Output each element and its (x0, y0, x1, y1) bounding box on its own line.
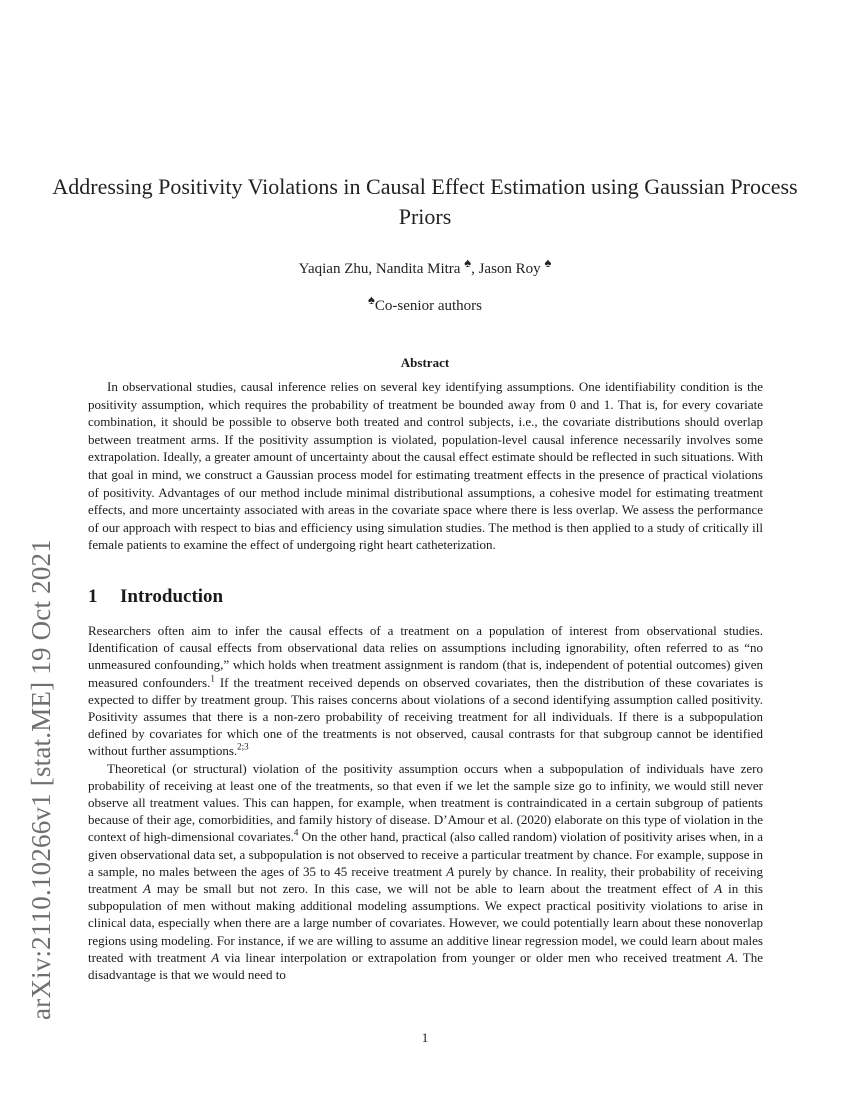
author-name: Yaqian Zhu (298, 261, 369, 277)
arxiv-stamp-text: arXiv:2110.10266v1 [stat.ME] 19 Oct 2021 (26, 539, 56, 1020)
math-variable: A (143, 881, 151, 897)
section-number: 1 (88, 586, 98, 607)
co-senior-note (0, 292, 850, 315)
abstract-heading: Abstract (400, 355, 450, 370)
author-name: Jason Roy (478, 261, 541, 277)
math-variable: A (211, 949, 220, 965)
author-list: Yaqian Zhu, Nandita Mitra ♠, Jason Roy ♠ (298, 255, 552, 277)
paragraph: Researchers often aim to infer the causal effects of a treatment on a population of interest from observational studies. Identification of causal effects from observational data relies on assumptions including ignorability, often referred to as “no unmeasured confounding,” which holds when treatment assignment is random (that is, independent of potential outcomes) given measured confounders.$^1$ If the treatment received depends on observed covariates, then the distribution of these covariates is expected to differ by treatment group. This raises concerns about violations of a second identifying assumption called positivity. Positivity assumes that there is a non-zero probability of receiving treatment for all individuals. If there is a subpopulation defined by covariates for which one of the treatments is not observed, causal contrasts for that subgroup cannot be identified without further assumptions.$^{2;3}$ (88, 623, 763, 759)
paragraph: Theoretical (or structural) violation of the positivity assumption occurs when a subpopulation of individuals have zero probability of receiving at least one of the treatments, so that even if we let the sample size go to infinity, we would still never observe all treatment values. This can happen, for example, when treatment is contraindicated in a certain subgroup of patients because of their age, comorbidities, and family history of disease. D’Amour et al. (2020) elaborate on this type of violation in the context of high-dimensional covariates.$^4$ On the other hand, practical (also called random) violation of positivity arises when, in a given observational data set, a subpopulation is not observed to receive a particular treatment by chance. For example, suppose in a sample, no males between the ages of 35 to 45 receive treatment A purely by chance. In reality, their probability of receiving treatment A may be small but not zero. In this case, we will not be able to learn about the treatment effect of A in this subpopulation of men without making additional modeling assumptions. We expect practical positivity violations to arise in clinical data, especially when there are a large number of covariates. However, we could potentially learn about these nonoverlap regions using modeling. For instance, if we are willing to assume an additive linear regression model, we could learn about males treated with treatment A via linear interpolation or extrapolation from younger or older men who received treatment A. The disadvantage is that we would need to (88, 760, 764, 983)
abstract-text: In observational studies, causal inference relies on several key identifying assumptions. One identifiability condition is the positivity assumption, which requires the probability of treatment be bounded away from 0 and 1. That is, for every covariate combination, it should be possible to observe both treated and control subjects, i.e., the covariate distributions should overlap between treatment arms. If the positivity assumption is violated, population-level causal inference necessarily involves some extrapolation. Ideally, a greater amount of uncertainty about the causal effect estimate should be reflected in such situations. With that goal in mind, we construct a Gaussian process model for estimating treatment effects in the presence of practical violations of positivity. Advantages of our method include minimal distributional assumptions, a cohesive model for estimating treatment effects, and more uncertainty associated with areas in the covariate space where there is less overlap. We assess the performance of our approach with respect to bias and efficiency using simulation studies. The method is then applied to a study of critically ill female patients to examine the effect of undergoing right heart catheterization. (88, 379, 763, 553)
author-name: Nandita Mitra (375, 261, 461, 277)
citation-ref: 4 (293, 828, 299, 839)
citation-ref: 2;3 (237, 742, 249, 753)
section-title: Introduction (120, 586, 224, 607)
paper-title: Addressing Positivity Violations in Causal Effect Estimation using Gaussian Process Priors (52, 174, 798, 229)
math-variable: A (714, 881, 723, 897)
section-heading (88, 586, 223, 608)
math-variable: A (726, 949, 735, 965)
page-number: 1 (421, 1030, 429, 1045)
co-senior-label: Co-senior authors (374, 298, 482, 314)
spade-icon: ♠ (544, 255, 552, 270)
spade-icon: ♠ (368, 292, 375, 307)
math-variable: A (446, 863, 455, 879)
citation-ref: 1 (210, 673, 215, 684)
spade-icon: ♠ (464, 255, 472, 270)
body-text (88, 622, 763, 983)
